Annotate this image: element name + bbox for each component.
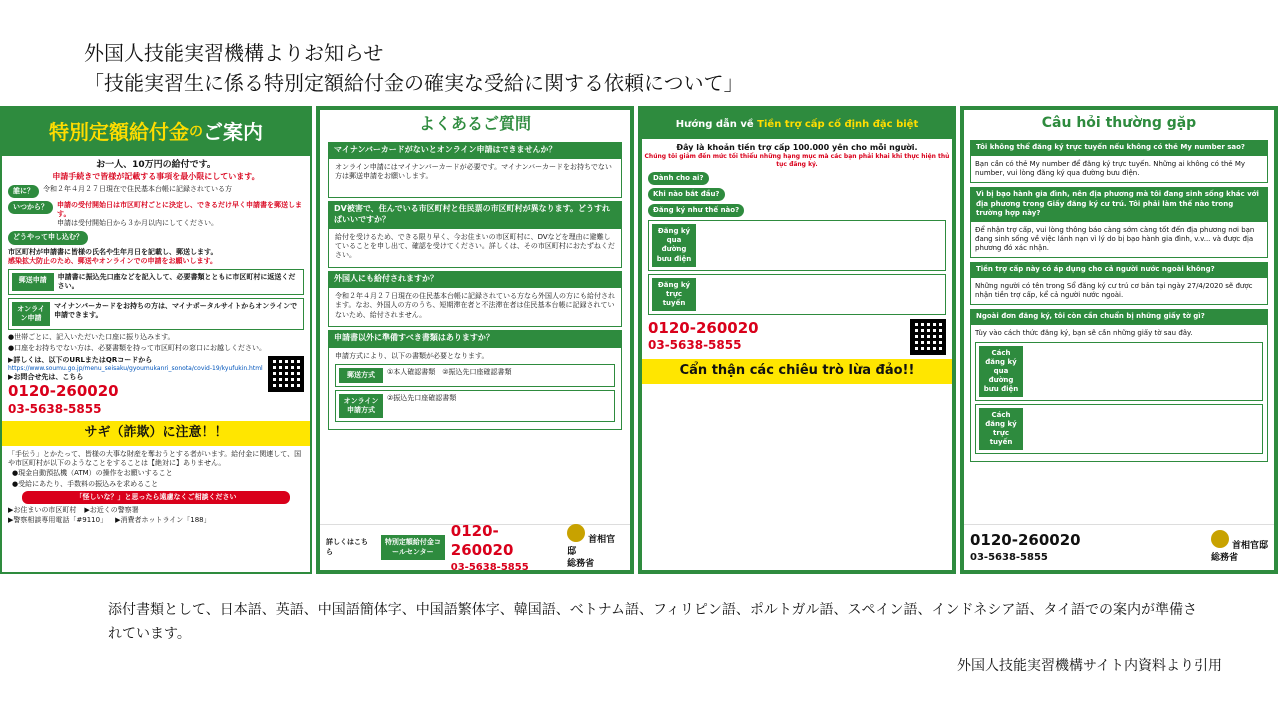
leaflet-vietnamese-guide bbox=[638, 106, 956, 574]
mail-method-label: 郵送方式 bbox=[339, 368, 383, 383]
vn-mail-box bbox=[648, 220, 946, 270]
contact-police: ▶お近くの警察署 bbox=[84, 505, 139, 514]
gov2: 総務省 bbox=[567, 558, 595, 569]
panel1-banner bbox=[2, 108, 310, 156]
faq-q1: マイナンバーカードがないとオンライン申請はできませんか？ bbox=[328, 142, 622, 158]
faq-a4 bbox=[328, 347, 622, 430]
vn-phone2: 03-5638-5855 bbox=[648, 338, 742, 353]
mail-docs-text: ①本人確認書類 ②振込先口座確認書類 bbox=[387, 367, 512, 376]
qr-code-icon bbox=[268, 356, 304, 392]
fraud-contacts2 bbox=[8, 516, 304, 525]
slide-title bbox=[84, 38, 744, 98]
vn-header bbox=[642, 110, 952, 139]
how-label: どうやって申し込む？ bbox=[8, 231, 88, 244]
vn-faq-a4 bbox=[970, 324, 1268, 462]
vn-online-docs bbox=[975, 404, 1263, 454]
vn-mail: Đăng ký qua đường bưu điện bbox=[652, 224, 696, 266]
fraud-text: 「手伝う」とかたって、皆様の大事な財産を奪おうとする者がいます。給付金に関連して、国や市区町村が以下のようなことをすることは【絶対に】ありません。 bbox=[8, 450, 302, 468]
online-method-label: オンライン申請方式 bbox=[339, 394, 383, 418]
vn-gov2: 総務省 bbox=[1210, 553, 1238, 563]
lead-red: 申請手続きで皆様が記載する事項を最小限にしています。 bbox=[52, 171, 260, 181]
vn-faq-a3: Những người có tên trong Sổ đăng ký cư trú cơ bản tại ngày 27/4/2020 sẽ được nhận tiền trợ cấp, kể cả người nước ngoài. bbox=[970, 277, 1268, 305]
cabinet-crest-icon bbox=[567, 524, 585, 542]
vn-header-prefix: Hướng dẫn về bbox=[675, 119, 758, 130]
faq-a1: オンライン申請にはマイナンバーカードが必要です。マイナンバーカードをお持ちでない方は郵送申請をお願いします。 bbox=[328, 158, 622, 198]
mail-docs bbox=[335, 364, 615, 387]
phone2: 03-5638-5855 bbox=[8, 401, 102, 416]
p2-phone2: 03-5638-5855 bbox=[450, 561, 529, 570]
url-label: ▶詳しくは、以下のURLまたはQRコードから bbox=[8, 356, 153, 365]
caption: 添付書類として、日本語、英語、中国語簡体字、中国語繁体字、韓国語、ベトナム語、フィリピン語、ポルトガル語、スペイン語、インドネシア語、タイ語での案内が準備されています。 bbox=[108, 602, 1198, 642]
vn-faq-header: Câu hỏi thường gặp bbox=[1041, 115, 1197, 131]
lead: お一人、10万円の給付です。 bbox=[96, 160, 216, 170]
how-red: 感染拡大防止のため、郵送やオンラインでの申請をお願いします。 bbox=[8, 256, 217, 265]
vn-f-phone2: 03-5638-5855 bbox=[970, 551, 1048, 563]
vn-when-row bbox=[648, 188, 946, 201]
banner-wa: の bbox=[189, 123, 203, 140]
source-note: 外国人技能実習機構サイト内資料より引用 bbox=[956, 658, 1222, 674]
vn-phone1: 0120-260020 bbox=[648, 318, 759, 337]
mail-text: 申請書に振込先口座などを記入して、必要書類とともに市区町村に返送ください。 bbox=[57, 272, 296, 290]
phone1: 0120-260020 bbox=[8, 382, 119, 401]
vn-online: Đăng ký trực tuyến bbox=[652, 278, 696, 311]
how-text: 市区町村が申請書に皆様の氏名や生年月日を記載し、郵送します。 bbox=[8, 247, 218, 256]
vn-faq-a1: Bạn cần có thẻ My number để đăng ký trực tuyến. Những ai không có thẻ My number, vui lòng đăng ký qua đường bưu điện. bbox=[970, 155, 1268, 183]
vn-mail-method: Cách đăng ký qua đường bưu điện bbox=[979, 346, 1023, 397]
vn-who: Dành cho ai? bbox=[648, 172, 709, 185]
fraud-red: 「怪しいな？」と思ったら遠慮なくご相談ください bbox=[22, 491, 290, 504]
when-text2: 申請は受付開始日から３か月以内にしてください。 bbox=[57, 219, 218, 228]
title-line1: 外国人技能実習機構よりお知らせ bbox=[84, 41, 384, 65]
online-docs-text: ②振込先口座確認書類 bbox=[387, 393, 457, 402]
call-center: 特別定額給付金コールセンター bbox=[381, 535, 445, 559]
leaflet-vietnamese-faq bbox=[960, 106, 1278, 574]
vn-qr-code-icon bbox=[910, 319, 946, 355]
panel2-footer bbox=[320, 521, 630, 570]
banner-main: 特別定額給付金 bbox=[49, 120, 189, 144]
banner-end: ご案内 bbox=[203, 120, 263, 144]
footer-label: 詳しくはこちら bbox=[326, 538, 368, 556]
inq-label: ▶お問合せ先は、こちら bbox=[8, 373, 84, 382]
faq-q2: DV被害で、住んでいる市区町村と住民票の市区町村が異なります。どうすればいいですか？ bbox=[328, 201, 622, 228]
online-label: オンライン申請 bbox=[12, 302, 50, 326]
contact-188: ▶消費者ホットライン「188」 bbox=[115, 515, 211, 524]
contact-9110: ▶警察相談専用電話「#9110」 bbox=[8, 515, 108, 524]
vn-faq-a4-text: Tùy vào cách thức đăng ký, bạn sẽ cần những giấy tờ sau đây. bbox=[975, 329, 1193, 338]
online-box bbox=[8, 298, 304, 330]
vn-faq-q1: Tôi không thể đăng ký trực tuyến nếu không có thẻ My number sao? bbox=[970, 140, 1268, 155]
when-label: いつから？ bbox=[8, 201, 53, 214]
note1: ●世帯ごとに、記入いただいた口座に振り込みます。 bbox=[8, 333, 175, 342]
who-text: 令和２年４月２７日現在で住民基本台帳に記録されている方 bbox=[43, 185, 232, 194]
who-label: 誰に？ bbox=[8, 185, 39, 198]
how-row bbox=[8, 231, 304, 244]
url-link[interactable]: https://www.soumu.go.jp/menu_seisaku/gyoumukanri_sonota/covid-19/kyufukin.html bbox=[8, 365, 263, 373]
vn-faq-q2: Vì bị bạo hành gia đình, nên địa phương mà tôi đang sinh sống khác với địa phương trong Giấy đăng ký cư trú. Tôi phải làm thế nào trong trường hợp này? bbox=[970, 187, 1268, 220]
faq-q4: 申請書以外に準備すべき書類はありますか？ bbox=[328, 330, 622, 346]
vn-how-row bbox=[648, 204, 946, 217]
vn-gov-logos bbox=[1211, 530, 1268, 564]
gov-logos bbox=[567, 524, 624, 570]
mail-box bbox=[8, 269, 304, 295]
faq-q3: 外国人にも給付されますか？ bbox=[328, 271, 622, 287]
fraud-b1: ●現金自動預払機（ATM）の操作をお願いすること bbox=[12, 469, 173, 478]
title-line2: 「技能実習生に係る特別定額給付金の確実な受給に関する依頼について」 bbox=[84, 71, 744, 95]
faq-header: よくあるご質問 bbox=[418, 114, 531, 133]
vn-gov1: 首相官邸 bbox=[1231, 541, 1268, 552]
info-row bbox=[8, 356, 304, 417]
vn-who-row bbox=[648, 172, 946, 185]
vn-warn: Cẩn thận các chiêu trò lừa đảo!! bbox=[642, 359, 952, 384]
vn-lead-red: Chúng tôi giảm đến mức tối thiểu những hạng mục mà các bạn phải khai khi thực hiện thủ tục đăng ký. bbox=[644, 153, 950, 169]
gov1: 首相官邸 bbox=[567, 535, 616, 558]
fraud-title: サギ（詐欺）に注意！！ bbox=[2, 421, 310, 446]
when-row bbox=[8, 201, 304, 228]
vn-faq-q4: Ngoài đơn đăng ký, tôi còn cần chuẩn bị những giấy tờ gì? bbox=[970, 309, 1268, 324]
vn-contact bbox=[648, 319, 946, 355]
leaflet-strip bbox=[0, 106, 1280, 574]
vn-faq-q3: Tiền trợ cấp này có áp dụng cho cả người nước ngoài không? bbox=[970, 262, 1268, 277]
who-row bbox=[8, 185, 304, 198]
vn-mail-docs bbox=[975, 342, 1263, 401]
online-docs bbox=[335, 390, 615, 422]
leaflet-japanese-faq bbox=[316, 106, 634, 574]
p2-phone1: 0120-260020 bbox=[450, 521, 514, 559]
vn-faq-a2: Để nhận trợ cấp, vui lòng thông báo càng sớm càng tốt đến địa phương nơi bạn đang sinh sống về việc lánh nạn vì lý do bị bạo hành gia đình, v.v... và được địa phương đó xác nhận. bbox=[970, 221, 1268, 258]
panel4-footer bbox=[964, 524, 1274, 570]
mail-label: 郵送申請 bbox=[12, 273, 54, 291]
vn-lead: Đây là khoản tiền trợ cấp 100.000 yên cho mỗi người. bbox=[676, 143, 918, 152]
vn-cabinet-crest-icon bbox=[1211, 530, 1229, 548]
online-text: マイナンバーカードをお持ちの方は、マイナポータルサイトからオンラインで申請できます。 bbox=[54, 301, 298, 320]
fraud-contacts bbox=[8, 506, 304, 515]
vn-online-method: Cách đăng ký trực tuyến bbox=[979, 408, 1023, 450]
when-text: 申請の受付開始日は市区町村ごとに決定し、できるだけ早く申請書を郵送します。 bbox=[57, 201, 302, 219]
contact-city: ▶お住まいの市区町村 bbox=[8, 505, 77, 514]
faq-a4-text: 申請方式により、以下の書類が必要となります。 bbox=[335, 351, 489, 360]
leaflet-japanese-guide bbox=[0, 106, 312, 574]
faq-a3: 令和２年４月２７日現在の住民基本台帳に記録されている方なら外国人の方にも給付されます。なお、外国人の方のうち、短期滞在者と不法滞在者は住民基本台帳に記録されていないため、給付されません。 bbox=[328, 287, 622, 327]
vn-how: Đăng ký như thế nào? bbox=[648, 204, 744, 217]
fraud-b2: ●受給にあたり、手数料の振込みを求めること bbox=[12, 479, 159, 488]
vn-header-hl: Tiền trợ cấp cố định đặc biệt bbox=[757, 119, 919, 130]
faq-a2: 給付を受けるため、できる限り早く、今お住まいの市区町村に、DVなどを理由に避難していることを申し出て、確認を受けてください。詳しくは、その市区町村におたずねください。 bbox=[328, 228, 622, 268]
vn-f-phone1: 0120-260020 bbox=[970, 531, 1081, 550]
vn-online-box bbox=[648, 274, 946, 315]
note2: ●口座をお持ちでない方は、必要書類を持って市区町村の窓口にお越しください。 bbox=[8, 344, 267, 353]
vn-when: Khi nào bắt đầu? bbox=[648, 188, 725, 201]
